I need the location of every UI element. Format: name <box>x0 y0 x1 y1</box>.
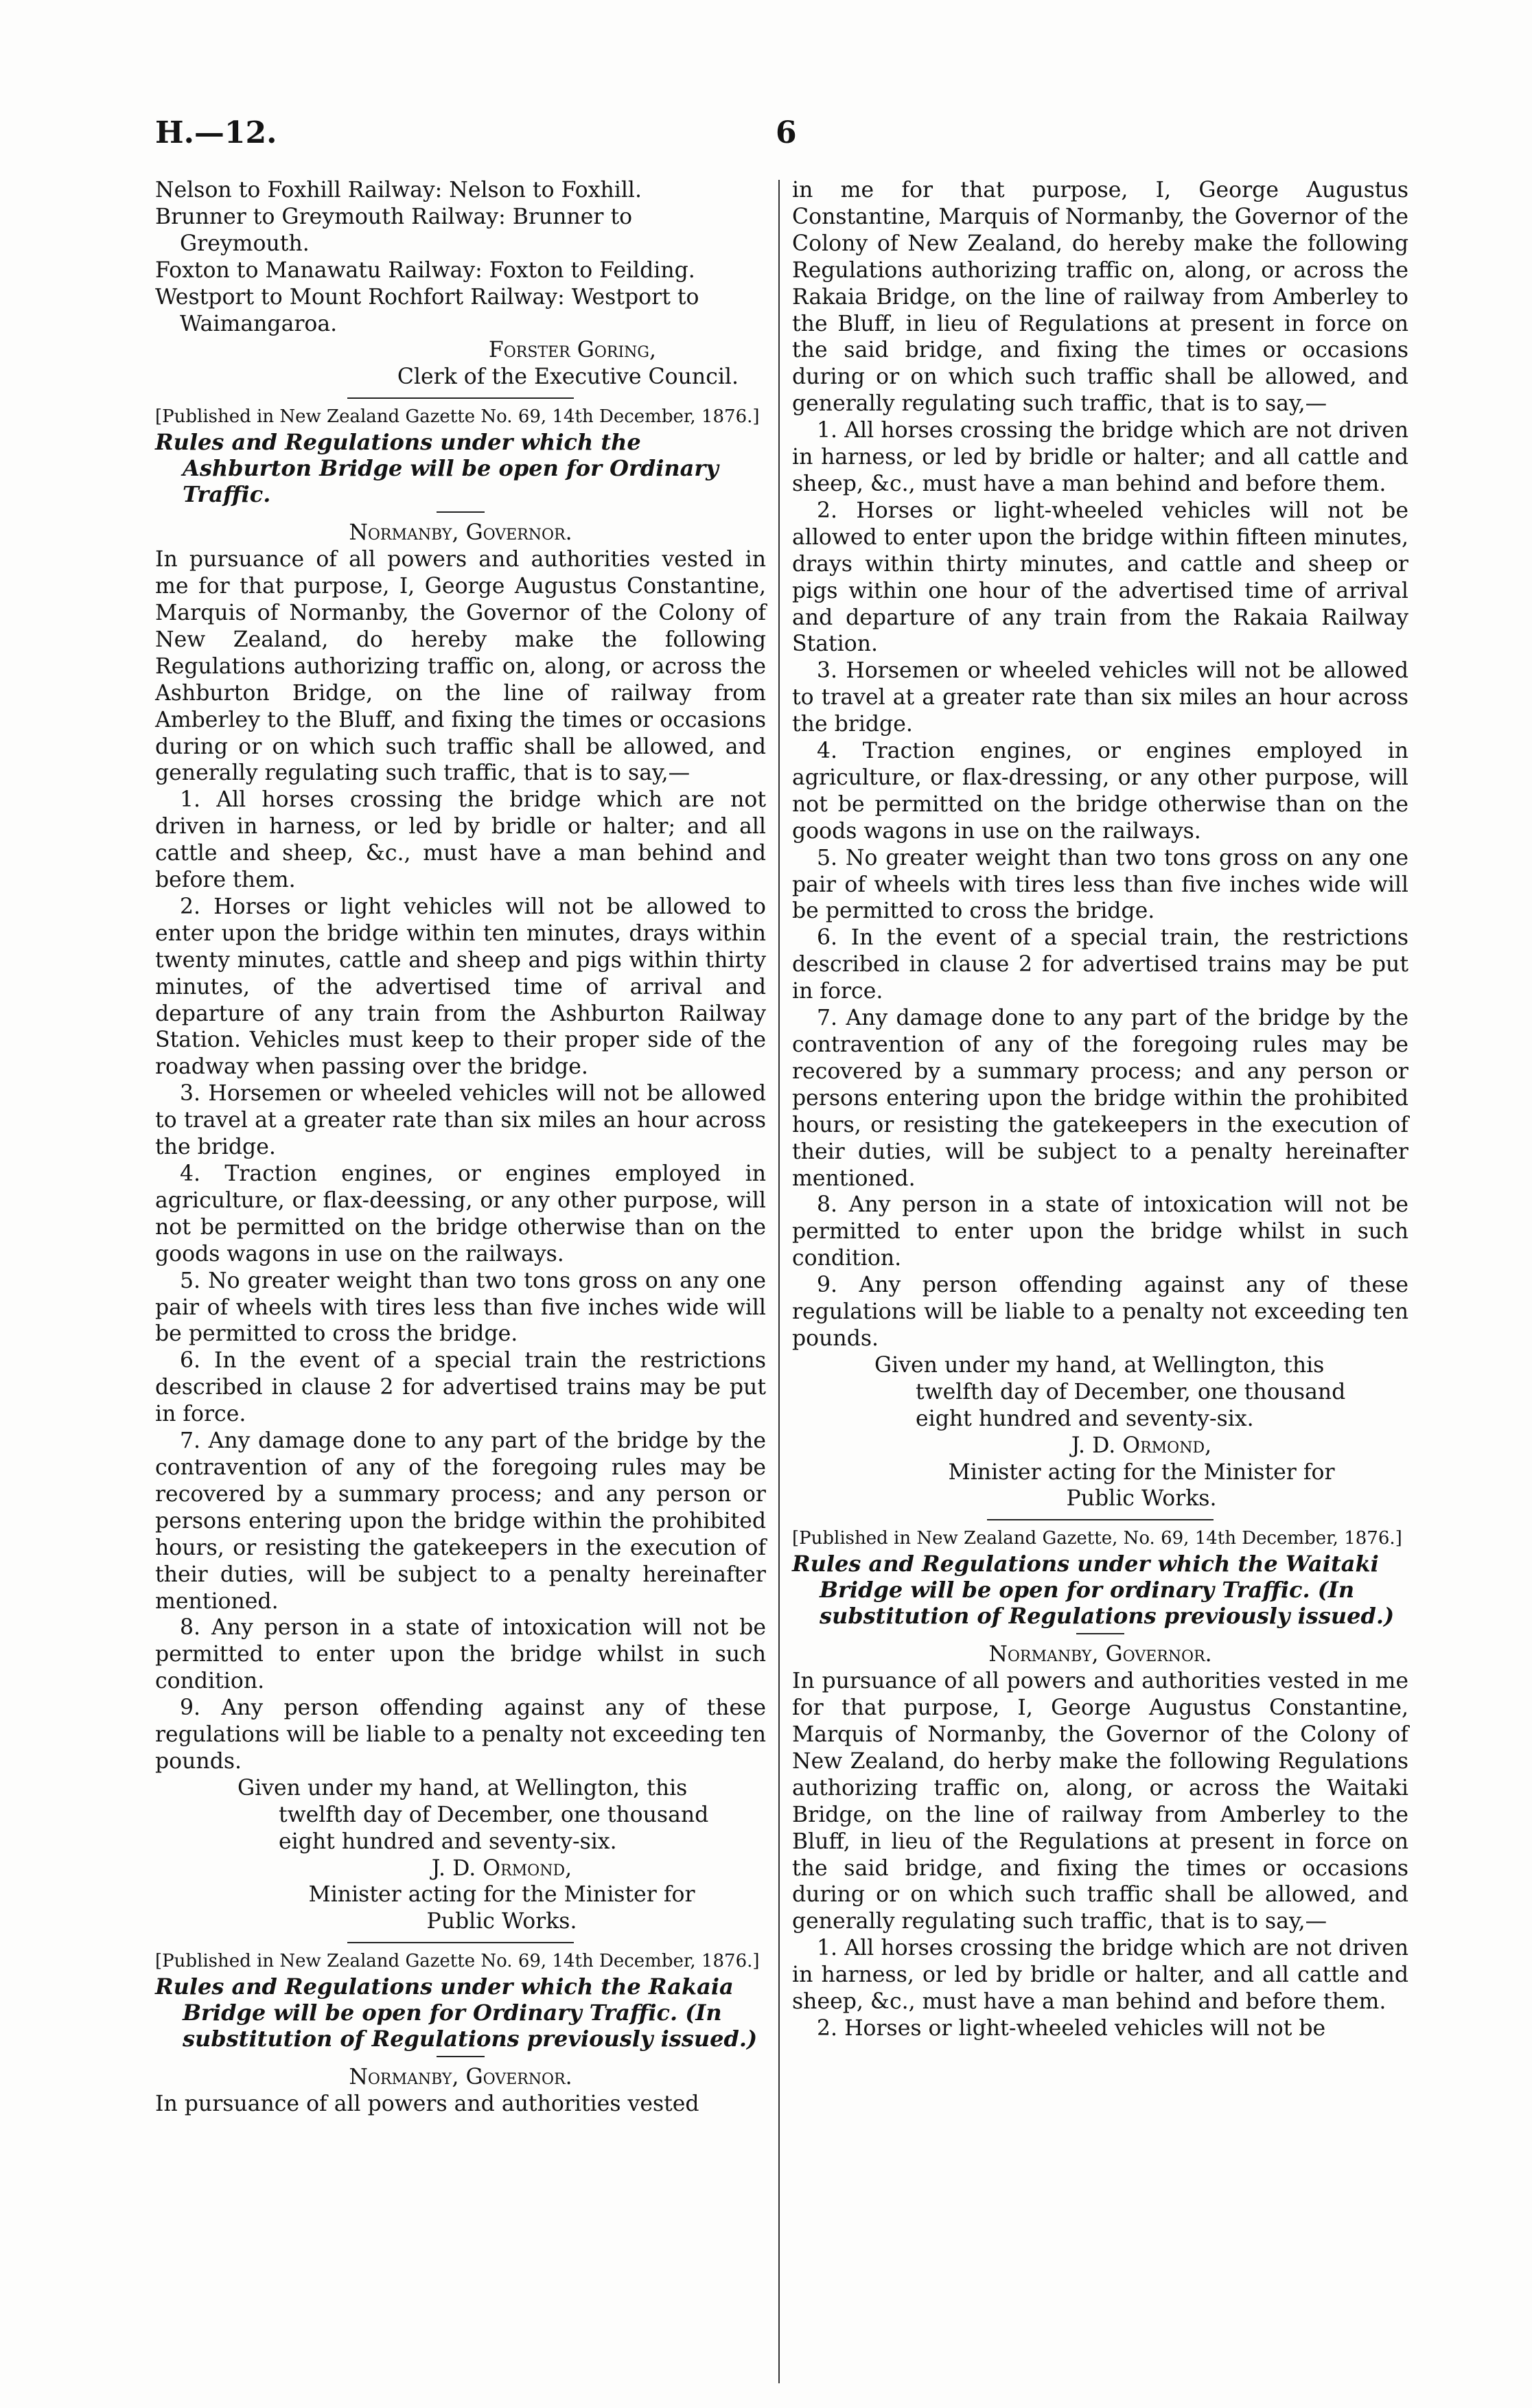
given-line: eight hundred and seventy-six. <box>279 1829 617 1854</box>
rakaia-clause: 8. Any person in a state of intoxication will not be permitted to enter upon the bridge whilst in such condition. <box>792 1192 1408 1271</box>
left-column <box>155 177 766 2118</box>
minister-name: J. D. Ormond, <box>1071 1433 1212 1458</box>
waitaki-published-note: [Published in New Zealand Gazette, No. 69, 14th December, 1876.] <box>792 1528 1402 1549</box>
given-line: Given under my hand, at Wellington, this <box>237 1775 688 1801</box>
ashburton-clause: 6. In the event of a special train the restrictions described in clause 2 for advertised trains may be put in force. <box>155 1348 766 1427</box>
railway-line: Brunner to Greymouth Railway: Brunner to Greymouth. <box>155 204 633 256</box>
section-divider <box>987 1519 1214 1520</box>
ashburton-published-note: [Published in New Zealand Gazette No. 69, 14th December, 1876.] <box>155 406 760 428</box>
rakaia-title: Rules and Regulations under which the Rakaia Bridge will be open for Ordinary Traffic. (In substitution of Regulations previously issued.) <box>155 1973 758 2052</box>
ashburton-clause: 9. Any person offending against any of these regulations will be liable to a penalty not exceeding ten pounds. <box>155 1695 766 1774</box>
minister-title: Public Works. <box>1066 1486 1217 1512</box>
rakaia-intro-continued: in me for that purpose, I, George Augustus Constantine, Marquis of Normanby, the Governor of the Colony of New Zealand, do hereby make the following Regulations authorizing traffic on, along, or across the Rakaia Bridge, on the line of railway from Amberley to the Bluff, in lieu of Regulations at present in force on the said bridge, and fixing the times or occasions during or on which such traffic shall be allowed, and generally regulating such traffic, that is to say,— <box>792 178 1408 417</box>
waitaki-clause: 2. Horses or light-wheeled vehicles will not be <box>817 2016 1326 2041</box>
waitaki-governor: Normanby, Governor. <box>988 1642 1212 1667</box>
rakaia-clause: 2. Horses or light-wheeled vehicles will not be allowed to enter upon the bridge within fifteen minutes, drays within thirty minutes, and cattle and sheep or pigs within one hour of the advertised time of arrival and departure of any train from the Rakaia Railway Station. <box>792 498 1408 657</box>
section-divider <box>347 397 574 399</box>
waitaki-clause: 1. All horses crossing the bridge which are not driven in harness, or led by bridle or halter, and all cattle and sheep, &c., must have a man behind and before them. <box>792 1936 1408 2015</box>
waitaki-title: Rules and Regulations under which the Waitaki Bridge will be open for ordinary Traffic. (In substitution of Regulations previously issued.) <box>792 1551 1395 1630</box>
rakaia-clause: 7. Any damage done to any part of the bridge by the contravention of any of the foregoing rules may be recovered by a summary process; and any person or persons entering upon the bridge within the prohibited hours, or resisting the gatekeepers in the execution of their duties, will be subject to a penalty hereinafter mentioned. <box>792 1006 1408 1191</box>
rakaia-clause: 6. In the event of a special train, the restrictions described in clause 2 for advertised trains may be put in force. <box>792 925 1408 1004</box>
rakaia-clause: 1. All horses crossing the bridge which are not driven in harness, or led by bridle or halter; and all cattle and sheep, &c., must have a man behind and before them. <box>792 418 1408 496</box>
section-divider <box>347 1942 574 1943</box>
ashburton-clause: 1. All horses crossing the bridge which are not driven in harness, or led by bridle or halter; and all cattle and sheep, &c., must have a man behind and before them. <box>155 787 766 893</box>
signer-title: Clerk of the Executive Council. <box>397 364 739 390</box>
column-divider <box>778 180 780 2383</box>
rakaia-clause: 9. Any person offending against any of these regulations will be liable to a penalty not exceeding ten pounds. <box>792 1273 1408 1351</box>
railway-line: Nelson to Foxhill Railway: Nelson to Foxhill. <box>155 178 642 202</box>
railway-line: Foxton to Manawatu Railway: Foxton to Feilding. <box>155 257 695 283</box>
ashburton-clause: 4. Traction engines, or engines employed in agriculture, or flax-deessing, or any other purpose, will not be permitted on the bridge otherwise than on the goods wagons in use on the railways. <box>155 1161 766 1266</box>
ashburton-intro: In pursuance of all powers and authorities vested in me for that purpose, I, George Augustus Constantine, Marquis of Normanby, the Governor of the Colony of New Zealand, do hereby make the following Regulations authorizing traffic on, along, or across the Ashburton Bridge, on the line of railway from Amberley to the Bluff, and fixing the times or occasions during or on which such traffic shall be allowed, and generally regulating such traffic, that is to say,— <box>155 547 766 786</box>
given-line: twelfth day of December, one thousand <box>916 1379 1346 1404</box>
waitaki-intro: In pursuance of all powers and authorities vested in me for that purpose, I, George Augustus Constantine, Marquis of Normanby, the Governor of the Colony of New Zealand, do herby make the following Regulations authorizing traffic on, along, or across the Waitaki Bridge, on the line of railway from Amberley to the Bluff, in lieu of the Regulations at present in force on the said bridge, and fixing the times or occasions during or on which such traffic shall be allowed, and generally regulating such traffic, that is to say,— <box>792 1669 1408 1934</box>
rakaia-published-note: [Published in New Zealand Gazette No. 69, 14th December, 1876.] <box>155 1951 760 1972</box>
right-column <box>792 177 1408 2042</box>
page-number: 6 <box>776 115 797 150</box>
rakaia-intro-start: In pursuance of all powers and authorities vested <box>155 2092 699 2117</box>
rakaia-clause: 4. Traction engines, or engines employed in agriculture, or flax-dressing, or any other purpose, will not be permitted on the bridge otherwise than on the goods wagons in use on the railways. <box>792 739 1408 844</box>
ashburton-title: Rules and Regulations under which the Ashburton Bridge will be open for Ordinary Traffic. <box>155 429 719 508</box>
title-divider <box>437 511 485 513</box>
title-divider <box>437 2056 485 2057</box>
signer-name: Forster Goring, <box>488 338 656 363</box>
ashburton-clause: 8. Any person in a state of intoxication will not be permitted to enter upon the bridge whilst in such condition. <box>155 1615 766 1694</box>
title-divider <box>1076 1633 1124 1634</box>
ashburton-clause: 2. Horses or light vehicles will not be allowed to enter upon the bridge within ten minutes, drays within twenty minutes, cattle and sheep and pigs within thirty minutes, of the advertised time of arrival and departure of any train from the Ashburton Railway Station. Vehicles must keep to their proper side of the roadway when passing over the bridge. <box>155 894 766 1080</box>
ashburton-governor: Normanby, Governor. <box>349 520 572 546</box>
rakaia-clause: 3. Horsemen or wheeled vehicles will not be allowed to travel at a greater rate than six miles an hour across the bridge. <box>792 658 1408 737</box>
ashburton-clause: 7. Any damage done to any part of the bridge by the contravention of any of the foregoing rules may be recovered by a summary process; and any person or persons entering upon the bridge within the prohibited hours, or resisting the gatekeepers in the execution of their duties, will be subject to a penalty hereinafter mentioned. <box>155 1428 766 1614</box>
minister-title: Minister acting for the Minister for <box>948 1459 1335 1485</box>
given-line: twelfth day of December, one thousand <box>279 1802 709 1827</box>
ashburton-clause: 5. No greater weight than two tons gross on any one pair of wheels with tires less than five inches wide will be permitted to cross the bridge. <box>155 1268 766 1347</box>
minister-title: Public Works. <box>426 1909 577 1934</box>
minister-title: Minister acting for the Minister for <box>308 1882 695 1908</box>
minister-name: J. D. Ormond, <box>431 1855 572 1881</box>
given-line: eight hundred and seventy-six. <box>916 1406 1254 1431</box>
page-reference: H.—12. <box>155 115 277 150</box>
railway-line: Westport to Mount Rochfort Railway: Westport to Waimangaroa. <box>155 284 699 336</box>
rakaia-clause: 5. No greater weight than two tons gross on any one pair of wheels with tires less than five inches wide will be permitted to cross the bridge. <box>792 845 1408 924</box>
ashburton-clause: 3. Horsemen or wheeled vehicles will not be allowed to travel at a greater rate than six miles an hour across the bridge. <box>155 1081 766 1160</box>
given-line: Given under my hand, at Wellington, this <box>874 1352 1325 1378</box>
rakaia-governor: Normanby, Governor. <box>349 2065 572 2090</box>
